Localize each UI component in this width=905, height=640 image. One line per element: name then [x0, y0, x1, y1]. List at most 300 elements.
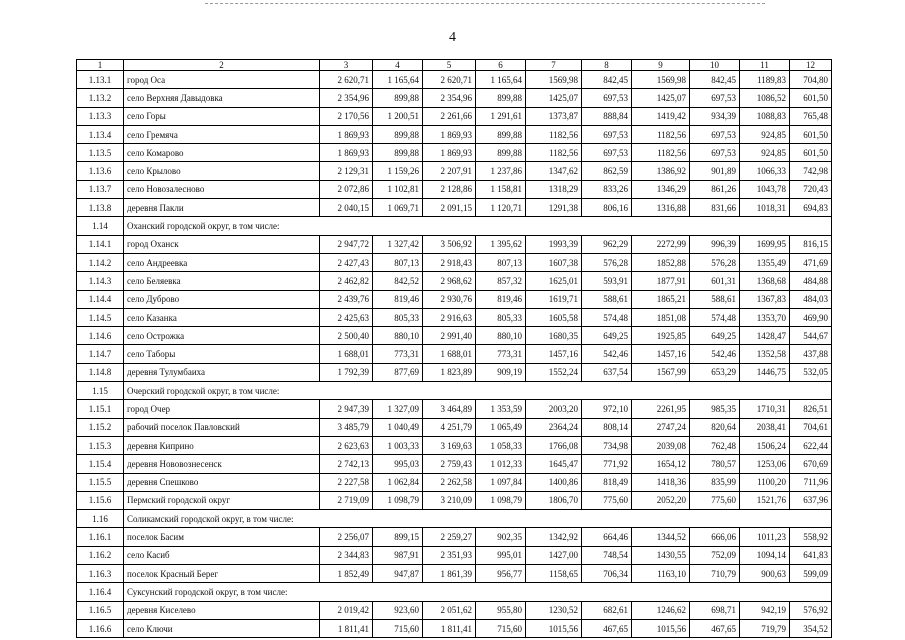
value-cell: 3 169,63 — [423, 436, 476, 454]
value-cell: 1355,49 — [740, 253, 790, 271]
top-edge-line — [205, 3, 765, 4]
value-cell: 842,52 — [373, 272, 423, 290]
value-cell: 1318,29 — [526, 180, 582, 198]
value-cell: 601,50 — [790, 89, 832, 107]
value-cell: 1654,12 — [632, 455, 690, 473]
value-cell: 820,64 — [690, 418, 740, 436]
settlement-name: село Казанка — [124, 308, 320, 326]
value-cell: 2 968,62 — [423, 272, 476, 290]
value-cell: 1 098,79 — [476, 491, 526, 509]
value-cell: 1852,88 — [632, 253, 690, 271]
value-cell: 1521,76 — [740, 491, 790, 509]
value-cell: 1 869,93 — [320, 144, 373, 162]
value-cell: 1993,39 — [526, 235, 582, 253]
value-cell: 1699,95 — [740, 235, 790, 253]
value-cell: 1246,62 — [632, 601, 690, 619]
value-cell: 601,50 — [790, 144, 832, 162]
value-cell: 775,60 — [582, 491, 632, 509]
table-row — [77, 144, 832, 162]
value-cell: 1253,06 — [740, 455, 790, 473]
value-cell: 842,45 — [582, 71, 632, 89]
column-header: 11 — [740, 60, 790, 71]
value-cell: 909,19 — [476, 363, 526, 381]
settlement-name: село Андреевка — [124, 253, 320, 271]
value-cell: 1100,20 — [740, 473, 790, 491]
value-cell: 710,79 — [690, 565, 740, 583]
table-row — [77, 436, 832, 454]
value-cell: 1430,55 — [632, 546, 690, 564]
value-cell: 899,88 — [373, 144, 423, 162]
row-code: 1.16.5 — [77, 601, 124, 619]
value-cell: 899,88 — [476, 144, 526, 162]
value-cell: 1 823,89 — [423, 363, 476, 381]
value-cell: 1806,70 — [526, 491, 582, 509]
value-cell: 2747,24 — [632, 418, 690, 436]
value-cell: 734,98 — [582, 436, 632, 454]
value-cell: 861,26 — [690, 180, 740, 198]
column-header: 2 — [124, 60, 320, 71]
settlement-name: село Таборы — [124, 345, 320, 363]
value-cell: 1851,08 — [632, 308, 690, 326]
value-cell: 902,35 — [476, 528, 526, 546]
value-cell: 1344,52 — [632, 528, 690, 546]
row-code: 1.13.5 — [77, 144, 124, 162]
settlement-name: город Очер — [124, 400, 320, 418]
value-cell: 1 098,79 — [373, 491, 423, 509]
column-header: 9 — [632, 60, 690, 71]
value-cell: 2 051,62 — [423, 601, 476, 619]
value-cell: 544,67 — [790, 327, 832, 345]
value-cell: 900,63 — [740, 565, 790, 583]
value-cell: 947,87 — [373, 565, 423, 583]
value-cell: 956,77 — [476, 565, 526, 583]
column-header: 6 — [476, 60, 526, 71]
value-cell: 1 792,39 — [320, 363, 373, 381]
value-cell: 1 353,59 — [476, 400, 526, 418]
value-cell: 899,88 — [373, 89, 423, 107]
value-cell: 1457,16 — [632, 345, 690, 363]
value-cell: 877,69 — [373, 363, 423, 381]
value-cell: 3 210,09 — [423, 491, 476, 509]
value-cell: 2 620,71 — [320, 71, 373, 89]
value-cell: 2364,24 — [526, 418, 582, 436]
value-cell: 1018,31 — [740, 199, 790, 217]
value-cell: 2 091,15 — [423, 199, 476, 217]
value-cell: 1 861,39 — [423, 565, 476, 583]
table-row — [77, 363, 832, 381]
value-cell: 1427,00 — [526, 546, 582, 564]
value-cell: 2 040,15 — [320, 199, 373, 217]
value-cell: 1 159,26 — [373, 162, 423, 180]
column-header: 4 — [373, 60, 423, 71]
value-cell: 599,09 — [790, 565, 832, 583]
value-cell: 622,44 — [790, 436, 832, 454]
value-cell: 775,60 — [690, 491, 740, 509]
row-code: 1.13.6 — [77, 162, 124, 180]
value-cell: 682,61 — [582, 601, 632, 619]
table-row — [77, 180, 832, 198]
settlement-name: село Новозалесново — [124, 180, 320, 198]
value-cell: 1163,10 — [632, 565, 690, 583]
value-cell: 899,88 — [476, 125, 526, 143]
value-cell: 1189,83 — [740, 71, 790, 89]
row-code: 1.13.2 — [77, 89, 124, 107]
value-cell: 1347,62 — [526, 162, 582, 180]
column-header: 1 — [77, 60, 124, 71]
settlement-name: деревня Нововознесенск — [124, 455, 320, 473]
value-cell: 1619,71 — [526, 290, 582, 308]
value-cell: 765,48 — [790, 107, 832, 125]
value-cell: 818,49 — [582, 473, 632, 491]
section-row — [77, 382, 832, 400]
value-cell: 1425,07 — [632, 89, 690, 107]
value-cell: 1645,47 — [526, 455, 582, 473]
value-cell: 1569,98 — [632, 71, 690, 89]
row-code: 1.15.3 — [77, 436, 124, 454]
value-cell: 574,48 — [582, 308, 632, 326]
value-cell: 720,43 — [790, 180, 832, 198]
value-cell: 1418,36 — [632, 473, 690, 491]
table-row — [77, 107, 832, 125]
settlement-name: село Комарово — [124, 144, 320, 162]
value-cell: 1428,47 — [740, 327, 790, 345]
row-code: 1.14.1 — [77, 235, 124, 253]
row-code: 1.14.2 — [77, 253, 124, 271]
settlement-name: город Оса — [124, 71, 320, 89]
table-row — [77, 491, 832, 509]
value-cell: 857,32 — [476, 272, 526, 290]
value-cell: 1 065,49 — [476, 418, 526, 436]
value-cell: 816,15 — [790, 235, 832, 253]
value-cell: 1 165,64 — [476, 71, 526, 89]
tariff-table — [76, 59, 832, 638]
section-row — [77, 583, 832, 601]
value-cell: 2038,41 — [740, 418, 790, 436]
value-cell: 1386,92 — [632, 162, 690, 180]
value-cell: 653,29 — [690, 363, 740, 381]
value-cell: 697,53 — [690, 125, 740, 143]
row-code: 1.16.3 — [77, 565, 124, 583]
value-cell: 2 930,76 — [423, 290, 476, 308]
value-cell: 1 688,01 — [423, 345, 476, 363]
settlement-name: село Дуброво — [124, 290, 320, 308]
value-cell: 888,84 — [582, 107, 632, 125]
value-cell: 1 811,41 — [423, 619, 476, 637]
value-cell: 2 759,43 — [423, 455, 476, 473]
value-cell: 1316,88 — [632, 199, 690, 217]
table-row — [77, 455, 832, 473]
page-number: 4 — [449, 30, 456, 45]
value-cell: 469,90 — [790, 308, 832, 326]
value-cell: 649,25 — [690, 327, 740, 345]
value-cell: 1 327,09 — [373, 400, 423, 418]
value-cell: 1 120,71 — [476, 199, 526, 217]
value-cell: 2 256,07 — [320, 528, 373, 546]
value-cell: 3 464,89 — [423, 400, 476, 418]
row-code: 1.15.1 — [77, 400, 124, 418]
value-cell: 773,31 — [373, 345, 423, 363]
row-code: 1.14.3 — [77, 272, 124, 290]
settlement-name: деревня Пакли — [124, 199, 320, 217]
value-cell: 484,88 — [790, 272, 832, 290]
column-header: 8 — [582, 60, 632, 71]
header-row — [77, 60, 832, 71]
value-cell: 1569,98 — [526, 71, 582, 89]
row-code: 1.15.4 — [77, 455, 124, 473]
value-cell: 807,13 — [476, 253, 526, 271]
value-cell: 1680,35 — [526, 327, 582, 345]
table-row — [77, 308, 832, 326]
section-title: Оханский городской округ, в том числе: — [124, 217, 832, 235]
section-title: Соликамский городской округ, в том числе: — [124, 510, 832, 528]
value-cell: 805,33 — [373, 308, 423, 326]
value-cell: 826,51 — [790, 400, 832, 418]
value-cell: 664,46 — [582, 528, 632, 546]
settlement-name: деревня Спешково — [124, 473, 320, 491]
column-header: 10 — [690, 60, 740, 71]
value-cell: 819,46 — [373, 290, 423, 308]
row-code: 1.13.3 — [77, 107, 124, 125]
value-cell: 1 395,62 — [476, 235, 526, 253]
table-row — [77, 253, 832, 271]
value-cell: 1086,52 — [740, 89, 790, 107]
value-cell: 637,54 — [582, 363, 632, 381]
row-code: 1.14.7 — [77, 345, 124, 363]
value-cell: 780,57 — [690, 455, 740, 473]
value-cell: 1865,21 — [632, 290, 690, 308]
value-cell: 576,28 — [582, 253, 632, 271]
row-code: 1.16.2 — [77, 546, 124, 564]
value-cell: 1925,85 — [632, 327, 690, 345]
value-cell: 1 062,84 — [373, 473, 423, 491]
value-cell: 862,59 — [582, 162, 632, 180]
value-cell: 1567,99 — [632, 363, 690, 381]
value-cell: 1342,92 — [526, 528, 582, 546]
value-cell: 1352,58 — [740, 345, 790, 363]
value-cell: 2 072,86 — [320, 180, 373, 198]
row-code: 1.13.7 — [77, 180, 124, 198]
value-cell: 1015,56 — [526, 619, 582, 637]
value-cell: 2 947,72 — [320, 235, 373, 253]
value-cell: 576,28 — [690, 253, 740, 271]
value-cell: 985,35 — [690, 400, 740, 418]
value-cell: 1506,24 — [740, 436, 790, 454]
value-cell: 649,25 — [582, 327, 632, 345]
value-cell: 2 719,09 — [320, 491, 373, 509]
value-cell: 1 327,42 — [373, 235, 423, 253]
section-row — [77, 217, 832, 235]
value-cell: 1 688,01 — [320, 345, 373, 363]
table-row — [77, 528, 832, 546]
section-title: Очерский городской округ, в том числе: — [124, 382, 832, 400]
value-cell: 1 097,84 — [476, 473, 526, 491]
column-header: 3 — [320, 60, 373, 71]
settlement-name: село Верхняя Давыдовка — [124, 89, 320, 107]
settlement-name: деревня Киприно — [124, 436, 320, 454]
value-cell: 1 058,33 — [476, 436, 526, 454]
table-row — [77, 71, 832, 89]
value-cell: 532,05 — [790, 363, 832, 381]
value-cell: 2261,95 — [632, 400, 690, 418]
row-code: 1.15.5 — [77, 473, 124, 491]
value-cell: 588,61 — [690, 290, 740, 308]
value-cell: 1 158,81 — [476, 180, 526, 198]
value-cell: 1 869,93 — [320, 125, 373, 143]
value-cell: 1 102,81 — [373, 180, 423, 198]
value-cell: 576,92 — [790, 601, 832, 619]
value-cell: 1043,78 — [740, 180, 790, 198]
value-cell: 899,88 — [476, 89, 526, 107]
value-cell: 773,31 — [476, 345, 526, 363]
value-cell: 2 170,56 — [320, 107, 373, 125]
value-cell: 2 500,40 — [320, 327, 373, 345]
value-cell: 1425,07 — [526, 89, 582, 107]
section-row — [77, 510, 832, 528]
value-cell: 704,61 — [790, 418, 832, 436]
row-code: 1.16.6 — [77, 619, 124, 637]
settlement-name: село Горы — [124, 107, 320, 125]
row-code: 1.13.8 — [77, 199, 124, 217]
value-cell: 748,54 — [582, 546, 632, 564]
value-cell: 1 869,93 — [423, 125, 476, 143]
value-cell: 880,10 — [373, 327, 423, 345]
value-cell: 2272,99 — [632, 235, 690, 253]
value-cell: 1 811,41 — [320, 619, 373, 637]
value-cell: 354,52 — [790, 619, 832, 637]
value-cell: 924,85 — [740, 144, 790, 162]
value-cell: 962,29 — [582, 235, 632, 253]
value-cell: 558,92 — [790, 528, 832, 546]
value-cell: 1625,01 — [526, 272, 582, 290]
row-code: 1.14 — [77, 217, 124, 235]
value-cell: 694,83 — [790, 199, 832, 217]
value-cell: 880,10 — [476, 327, 526, 345]
value-cell: 2 207,91 — [423, 162, 476, 180]
value-cell: 1 040,49 — [373, 418, 423, 436]
value-cell: 601,31 — [690, 272, 740, 290]
value-cell: 574,48 — [690, 308, 740, 326]
value-cell: 2 439,76 — [320, 290, 373, 308]
value-cell: 2 129,31 — [320, 162, 373, 180]
value-cell: 1 069,71 — [373, 199, 423, 217]
value-cell: 1 200,51 — [373, 107, 423, 125]
settlement-name: село Ключи — [124, 619, 320, 637]
value-cell: 1182,56 — [526, 125, 582, 143]
value-cell: 471,69 — [790, 253, 832, 271]
value-cell: 2 227,58 — [320, 473, 373, 491]
value-cell: 955,80 — [476, 601, 526, 619]
table-row — [77, 546, 832, 564]
value-cell: 2039,08 — [632, 436, 690, 454]
value-cell: 1710,31 — [740, 400, 790, 418]
value-cell: 805,33 — [476, 308, 526, 326]
table-row — [77, 601, 832, 619]
row-code: 1.13.4 — [77, 125, 124, 143]
value-cell: 942,19 — [740, 601, 790, 619]
value-cell: 1766,08 — [526, 436, 582, 454]
value-cell: 1353,70 — [740, 308, 790, 326]
value-cell: 1419,42 — [632, 107, 690, 125]
value-cell: 996,39 — [690, 235, 740, 253]
column-header: 5 — [423, 60, 476, 71]
value-cell: 806,16 — [582, 199, 632, 217]
value-cell: 2 462,82 — [320, 272, 373, 290]
value-cell: 1552,24 — [526, 363, 582, 381]
table-row — [77, 327, 832, 345]
value-cell: 842,45 — [690, 71, 740, 89]
value-cell: 1368,68 — [740, 272, 790, 290]
table-row — [77, 199, 832, 217]
value-cell: 762,48 — [690, 436, 740, 454]
value-cell: 1607,38 — [526, 253, 582, 271]
value-cell: 972,10 — [582, 400, 632, 418]
value-cell: 1230,52 — [526, 601, 582, 619]
settlement-name: село Беляевка — [124, 272, 320, 290]
value-cell: 2 918,43 — [423, 253, 476, 271]
row-code: 1.13.1 — [77, 71, 124, 89]
value-cell: 899,15 — [373, 528, 423, 546]
value-cell: 987,91 — [373, 546, 423, 564]
value-cell: 715,60 — [476, 619, 526, 637]
table-row — [77, 89, 832, 107]
value-cell: 2 351,93 — [423, 546, 476, 564]
value-cell: 899,88 — [373, 125, 423, 143]
value-cell: 1 291,61 — [476, 107, 526, 125]
value-cell: 924,85 — [740, 125, 790, 143]
value-cell: 2 623,63 — [320, 436, 373, 454]
value-cell: 542,46 — [690, 345, 740, 363]
table-row — [77, 272, 832, 290]
value-cell: 1 237,86 — [476, 162, 526, 180]
value-cell: 1088,83 — [740, 107, 790, 125]
value-cell: 698,71 — [690, 601, 740, 619]
value-cell: 2 128,86 — [423, 180, 476, 198]
value-cell: 666,06 — [690, 528, 740, 546]
value-cell: 771,92 — [582, 455, 632, 473]
value-cell: 2 259,27 — [423, 528, 476, 546]
value-cell: 484,03 — [790, 290, 832, 308]
value-cell: 2 261,66 — [423, 107, 476, 125]
value-cell: 742,98 — [790, 162, 832, 180]
value-cell: 901,89 — [690, 162, 740, 180]
value-cell: 808,14 — [582, 418, 632, 436]
value-cell: 542,46 — [582, 345, 632, 363]
settlement-name: село Крылово — [124, 162, 320, 180]
column-header: 12 — [790, 60, 832, 71]
settlement-name: рабочий поселок Павловский — [124, 418, 320, 436]
value-cell: 1011,23 — [740, 528, 790, 546]
value-cell: 719,79 — [740, 619, 790, 637]
value-cell: 2 354,96 — [423, 89, 476, 107]
value-cell: 1066,33 — [740, 162, 790, 180]
row-code: 1.14.6 — [77, 327, 124, 345]
table-row — [77, 473, 832, 491]
value-cell: 1 003,33 — [373, 436, 423, 454]
row-code: 1.15.6 — [77, 491, 124, 509]
value-cell: 704,80 — [790, 71, 832, 89]
value-cell: 670,69 — [790, 455, 832, 473]
value-cell: 819,46 — [476, 290, 526, 308]
value-cell: 1457,16 — [526, 345, 582, 363]
value-cell: 1367,83 — [740, 290, 790, 308]
settlement-name: село Гремяча — [124, 125, 320, 143]
value-cell: 437,88 — [790, 345, 832, 363]
value-cell: 1 165,64 — [373, 71, 423, 89]
value-cell: 752,09 — [690, 546, 740, 564]
value-cell: 2 427,43 — [320, 253, 373, 271]
row-code: 1.15 — [77, 382, 124, 400]
row-code: 1.16 — [77, 510, 124, 528]
